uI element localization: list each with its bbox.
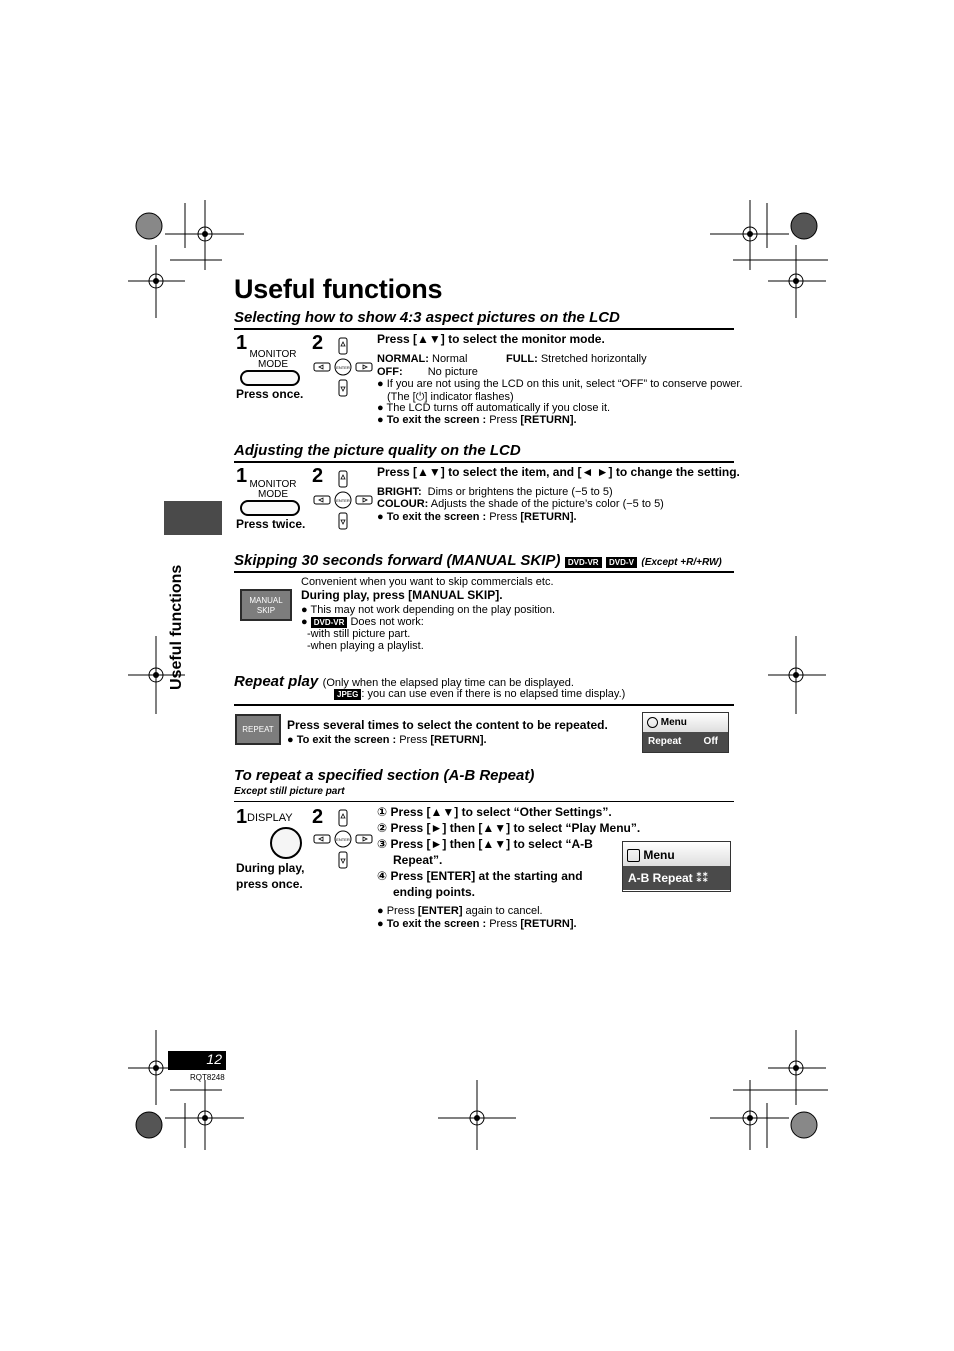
note-key: [ENTER]	[417, 905, 463, 917]
section-rule	[234, 801, 734, 802]
option-value: Normal	[432, 353, 468, 365]
note-rest: again to cancel.	[462, 905, 543, 917]
exit-press: Press	[486, 511, 521, 523]
instruction-1	[377, 805, 612, 819]
exit-key: [RETURN].	[520, 918, 577, 930]
instruction: Press several times to select the content to be repeated.	[287, 718, 608, 732]
osd-item-label: A-B Repeat ⁑⁑	[628, 871, 709, 885]
repeat-button[interactable]: REPEAT	[235, 714, 281, 745]
repeat-condition: (Only when the elapsed play time can be displayed.	[322, 677, 574, 689]
osd-item-value: Off	[703, 736, 718, 747]
cursor-pad-icon[interactable]	[312, 469, 374, 533]
page-title: Useful functions	[234, 274, 443, 304]
step-circle: ②	[377, 821, 388, 835]
note: (The [⏻] indicator flashes)	[387, 391, 514, 403]
except-note: (Except +R/+RW)	[641, 557, 722, 568]
repeat-condition-2: : you can use even if there is no elapsed time display.)	[361, 688, 626, 700]
instruction-text: Press [►] then [▲▼] to select “Play Menu”.	[390, 821, 641, 835]
enter-label: ENTER	[336, 837, 350, 842]
section-heading-monitor-mode: Selecting how to show 4:3 aspect pictures on the LCD	[234, 309, 620, 326]
osd-menu-label: Menu	[660, 717, 687, 728]
section-heading-repeat: Repeat play	[234, 673, 319, 690]
osd-menu-bar	[643, 713, 728, 732]
section-heading-picture-quality: Adjusting the picture quality on the LCD	[234, 442, 521, 459]
step-number: 2	[312, 806, 324, 828]
section-rule	[234, 571, 734, 573]
note	[301, 616, 424, 628]
option-key: OFF:	[377, 366, 403, 378]
option-value: Stretched horizontally	[540, 353, 647, 365]
osd-item-bar	[643, 732, 728, 752]
option-row	[377, 353, 467, 365]
instruction-2	[377, 821, 640, 835]
display-button[interactable]	[270, 827, 302, 859]
instruction: Press [▲▼] to select the item, and [◄ ►] to change the setting.	[377, 465, 740, 479]
intro-text: Convenient when you want to skip commercials etc.	[301, 576, 554, 588]
exit-key: [RETURN].	[430, 734, 487, 746]
option-row	[506, 353, 647, 365]
dvd-vr-badge: DVD-VR	[565, 557, 602, 568]
instruction-3	[377, 837, 593, 851]
exit-press: Press	[486, 414, 521, 426]
note: -when playing a playlist.	[307, 640, 424, 652]
note: ● This may not work depending on the play position.	[301, 604, 556, 616]
instruction-text: Press [►] then [▲▼] to select “A-B	[390, 837, 593, 851]
monitor-mode-button[interactable]	[240, 370, 300, 386]
section-heading-ab-repeat: To repeat a specified section (A-B Repeat)	[234, 767, 535, 784]
osd-item-bar	[623, 866, 730, 890]
note-text: Does not work:	[350, 616, 424, 628]
section-rule	[234, 328, 734, 330]
enter-label: ENTER	[336, 365, 350, 370]
instruction: Press [▲▼] to select the monitor mode.	[377, 332, 605, 346]
note	[377, 905, 543, 917]
instruction: During play, press [MANUAL SKIP].	[301, 588, 503, 602]
exit-prefix: ● To exit the screen :	[377, 918, 487, 930]
exit-key: [RETURN].	[520, 511, 577, 523]
dvd-v-badge: DVD-V	[606, 557, 637, 568]
exit-note	[287, 734, 487, 746]
dvd-vr-badge: DVD-VR	[311, 617, 348, 628]
cursor-pad-icon[interactable]	[312, 808, 374, 872]
step-circle: ①	[377, 805, 388, 819]
note-bullet: ●	[301, 616, 308, 628]
exit-prefix: ● To exit the screen :	[377, 414, 487, 426]
side-label: Useful functions	[168, 564, 185, 690]
osd-menu-label: Menu	[643, 848, 675, 862]
instruction-4b: ending points.	[393, 885, 475, 899]
option-row	[377, 498, 664, 510]
monitor-mode-button[interactable]	[240, 500, 300, 516]
step-number: 2	[312, 465, 324, 487]
monitor-mode-label: MONITOR MODE	[249, 349, 297, 370]
page-number: 12	[168, 1051, 226, 1070]
note-prefix: ● Press	[377, 905, 418, 917]
doc-code: RQT8248	[190, 1073, 225, 1082]
step-number: 1	[236, 806, 248, 828]
side-tab	[164, 501, 222, 535]
repeat-condition-row	[334, 688, 625, 700]
display-label: DISPLAY	[247, 812, 293, 824]
menu-icon	[627, 849, 640, 862]
osd-repeat-display	[642, 712, 729, 753]
enter-label: ENTER	[336, 498, 350, 503]
instruction-4	[377, 869, 583, 883]
exit-prefix: ● To exit the screen :	[377, 511, 487, 523]
note: ● The LCD turns off automatically if you close it.	[377, 402, 611, 414]
press-twice-label: Press twice.	[236, 517, 306, 531]
press-once-label: Press once.	[236, 387, 304, 401]
note: -with still picture part.	[307, 628, 411, 640]
section-rule	[234, 461, 734, 463]
option-key: BRIGHT:	[377, 486, 422, 498]
option-row	[377, 366, 478, 378]
osd-menu-bar	[623, 842, 730, 866]
exit-note	[377, 918, 577, 930]
instruction-text: Press [▲▼] to select “Other Settings”.	[390, 805, 612, 819]
option-key: COLOUR:	[377, 498, 429, 510]
jpeg-badge: JPEG	[334, 689, 361, 700]
menu-icon	[647, 717, 658, 728]
section-heading-manual-skip-row	[234, 552, 722, 570]
option-row	[377, 486, 613, 498]
during-play-label: During play, press once.	[236, 861, 305, 891]
option-value: No picture	[427, 366, 478, 378]
section-heading-manual-skip: Skipping 30 seconds forward (MANUAL SKIP)	[234, 552, 561, 569]
step-number: 2	[312, 332, 324, 354]
exit-key: [RETURN].	[520, 414, 577, 426]
monitor-mode-label: MONITOR MODE	[249, 479, 297, 500]
manual-skip-button[interactable]: MANUAL SKIP	[240, 589, 292, 621]
option-key: NORMAL:	[377, 353, 429, 365]
option-value: Dims or brightens the picture (−5 to 5)	[427, 486, 613, 498]
osd-item-label: Repeat	[648, 736, 682, 747]
step-circle: ③	[377, 837, 388, 851]
step-number: 1	[236, 332, 248, 354]
exit-press: Press	[396, 734, 431, 746]
exit-prefix: ● To exit the screen :	[287, 734, 397, 746]
section-rule	[234, 704, 734, 706]
note: ● If you are not using the LCD on this unit, select “OFF” to conserve power.	[377, 378, 743, 390]
exit-note	[377, 511, 577, 523]
osd-ab-repeat-display	[622, 841, 731, 892]
instruction-text: Press [ENTER] at the starting and	[390, 869, 583, 883]
instruction-3b: Repeat”.	[393, 853, 443, 867]
section-subheading: Except still picture part	[234, 786, 345, 797]
cursor-pad-icon[interactable]	[312, 336, 374, 400]
option-key: FULL:	[506, 353, 538, 365]
exit-press: Press	[486, 918, 521, 930]
step-circle: ④	[377, 869, 388, 883]
step-number: 1	[236, 465, 248, 487]
exit-note	[377, 414, 577, 426]
option-value: Adjusts the shade of the picture’s color (−5 to 5)	[430, 498, 664, 510]
